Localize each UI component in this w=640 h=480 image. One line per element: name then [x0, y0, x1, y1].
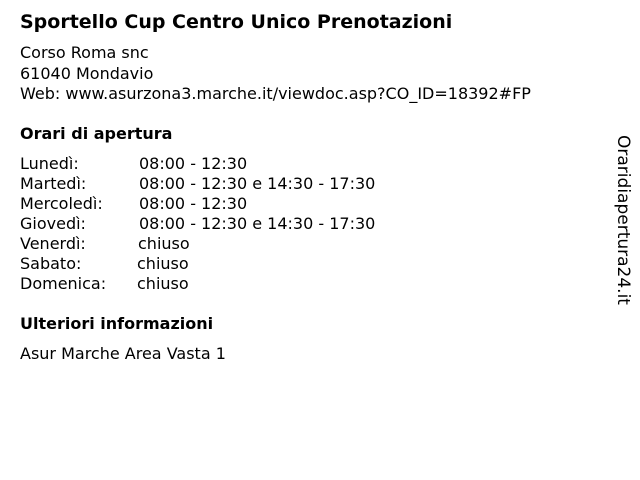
day-label: Martedì:: [20, 174, 87, 193]
hours-row-wednesday: [20, 194, 600, 214]
hours-value: 08:00 - 12:30 e 14:30 - 17:30: [139, 174, 376, 193]
address-street: Corso Roma snc: [20, 43, 149, 62]
hours-value: 08:00 - 12:30 e 14:30 - 17:30: [139, 214, 376, 233]
more-info-text: Asur Marche Area Vasta 1: [20, 344, 226, 363]
hours-row-monday: [20, 154, 600, 174]
hours-value: 08:00 - 12:30: [139, 194, 248, 213]
hours-value: chiuso: [138, 234, 190, 253]
hours-value: chiuso: [137, 254, 189, 273]
opening-hours-heading: Orari di apertura: [20, 124, 173, 143]
hours-row-saturday: [20, 254, 600, 274]
hours-row-sunday: [20, 274, 600, 294]
day-label: Venerdì:: [20, 234, 86, 253]
hours-value: 08:00 - 12:30: [139, 154, 248, 173]
site-watermark: Oraridiapertura24.it: [613, 135, 633, 305]
day-label: Mercoledì:: [20, 194, 103, 213]
page-title: Sportello Cup Centro Unico Prenotazioni: [20, 11, 453, 33]
hours-row-friday: [20, 234, 600, 254]
hours-row-thursday: [20, 214, 600, 234]
website-line: Web: www.asurzona3.marche.it/viewdoc.asp?CO_ID=18392#FP: [20, 84, 531, 103]
day-label: Lunedì:: [20, 154, 79, 173]
hours-value: chiuso: [137, 274, 189, 293]
hours-row-tuesday: [20, 174, 600, 194]
more-info-heading: Ulteriori informazioni: [20, 314, 214, 333]
address-city: 61040 Mondavio: [20, 64, 154, 83]
day-label: Domenica:: [20, 274, 107, 293]
day-label: Sabato:: [20, 254, 82, 273]
day-label: Giovedì:: [20, 214, 86, 233]
